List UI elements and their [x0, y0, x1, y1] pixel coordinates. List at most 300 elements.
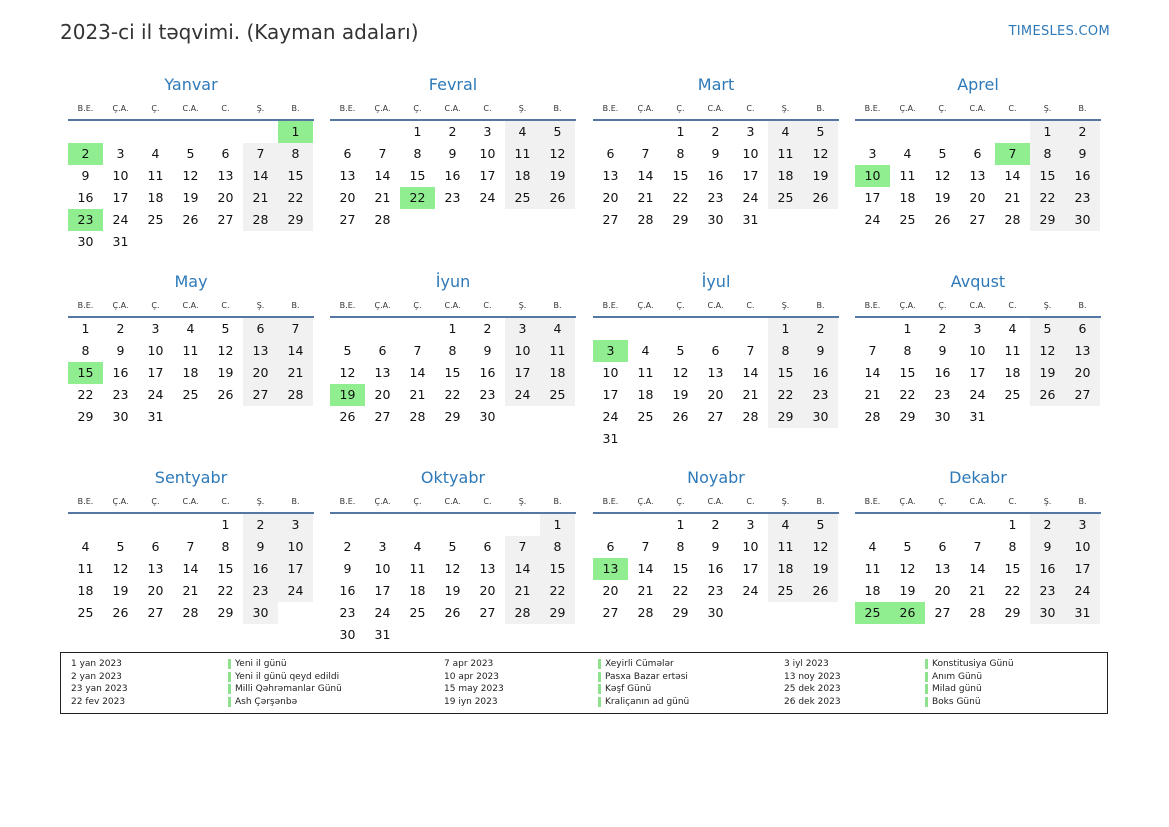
site-link[interactable]: TIMESLES.COM — [1008, 24, 1110, 39]
day-cell: 23 — [803, 384, 838, 406]
day-cell: 30 — [707, 605, 724, 620]
day-cell: 3 — [505, 318, 540, 340]
day-cell: 3 — [483, 124, 492, 139]
day-cell: 3 — [378, 539, 387, 554]
day-cell: 11 — [768, 143, 803, 165]
weekday-header: B. — [291, 497, 300, 506]
day-cell: 25 — [1004, 387, 1021, 402]
weekday-header: Ç. — [413, 497, 422, 506]
day-cell: 1 — [540, 514, 575, 536]
weekday-header: B.E. — [339, 497, 356, 506]
day-cell: 8 — [676, 539, 685, 554]
legend-date: 25 dek 2023 — [784, 684, 841, 695]
day-cell: 24 — [742, 190, 759, 205]
day-cell: 7 — [973, 539, 982, 554]
day-cell: 21 — [278, 362, 313, 384]
weekday-header: Ç. — [413, 104, 422, 113]
day-cell: 30 — [1065, 209, 1100, 231]
weekday-header: B. — [816, 104, 825, 113]
legend-date: 10 apr 2023 — [444, 671, 500, 682]
day-cell: 25 — [768, 187, 803, 209]
day-cell: 29 — [1004, 605, 1021, 620]
day-cell: 25 — [505, 187, 540, 209]
day-cell: 14 — [374, 168, 391, 183]
weekday-header: C. — [1008, 104, 1017, 113]
day-cell: 11 — [1004, 343, 1021, 358]
month-name: İyul — [701, 272, 731, 291]
day-cell: 31 — [374, 627, 391, 642]
day-cell: 19 — [217, 365, 234, 380]
day-cell: 15 — [278, 165, 313, 187]
day-cell: 1 — [903, 321, 912, 336]
weekday-header: C. — [221, 301, 230, 310]
weekday-header: B.E. — [602, 301, 619, 310]
day-cell: 30 — [707, 212, 724, 227]
day-cell: 18 — [899, 190, 916, 205]
day-cell: 15 — [672, 168, 689, 183]
legend-date: 2 yan 2023 — [71, 671, 122, 682]
day-cell: 27 — [602, 605, 619, 620]
day-cell: 15 — [1004, 561, 1021, 576]
weekday-header: C. — [746, 104, 755, 113]
day-cell: 12 — [217, 343, 234, 358]
weekday-header: C. — [221, 104, 230, 113]
weekday-header: C.A. — [707, 104, 724, 113]
day-cell: 31 — [1065, 602, 1100, 624]
month-name: Oktyabr — [420, 468, 486, 487]
day-cell: 29 — [444, 409, 461, 424]
month-name: Sentyabr — [154, 468, 228, 487]
day-cell: 18 — [768, 165, 803, 187]
holiday-day-cell: 25 — [855, 602, 890, 624]
day-cell: 19 — [444, 583, 461, 598]
weekday-header: B.E. — [77, 497, 94, 506]
day-cell: 6 — [378, 343, 387, 358]
day-cell: 1 — [448, 321, 457, 336]
day-cell: 9 — [116, 343, 125, 358]
day-cell: 15 — [217, 561, 234, 576]
day-cell: 22 — [278, 187, 313, 209]
day-cell: 3 — [973, 321, 982, 336]
day-cell: 7 — [278, 318, 313, 340]
day-cell: 6 — [711, 343, 720, 358]
day-cell: 27 — [243, 384, 278, 406]
day-cell: 4 — [505, 121, 540, 143]
weekday-header: B.E. — [864, 301, 881, 310]
weekday-header: C. — [483, 301, 492, 310]
month-name: Yanvar — [164, 75, 218, 94]
day-cell: 5 — [540, 121, 575, 143]
day-cell: 6 — [606, 146, 615, 161]
day-cell: 5 — [676, 343, 685, 358]
day-cell: 6 — [483, 539, 492, 554]
day-cell: 21 — [505, 580, 540, 602]
day-cell: 26 — [672, 409, 689, 424]
day-cell: 9 — [81, 168, 90, 183]
day-cell: 17 — [278, 558, 313, 580]
weekday-header: Ç. — [151, 497, 160, 506]
weekday-header: Ş. — [518, 301, 527, 310]
day-cell: 1 — [676, 517, 685, 532]
day-cell: 26 — [1030, 384, 1065, 406]
day-cell: 17 — [147, 365, 164, 380]
day-cell: 20 — [479, 583, 496, 598]
day-cell: 12 — [182, 168, 199, 183]
weekday-header: Ç.A. — [637, 301, 654, 310]
legend-color-marker — [228, 672, 231, 682]
day-cell: 24 — [602, 409, 619, 424]
day-cell: 10 — [969, 343, 986, 358]
day-cell: 2 — [711, 124, 720, 139]
day-cell: 8 — [540, 536, 575, 558]
legend-holiday-name: Xeyirli Cümələr — [605, 659, 674, 669]
holiday-day-cell: 15 — [68, 362, 103, 384]
day-cell: 20 — [374, 387, 391, 402]
day-cell: 24 — [278, 580, 313, 602]
day-cell: 17 — [969, 365, 986, 380]
weekday-header: B.E. — [864, 497, 881, 506]
legend-date: 13 noy 2023 — [784, 671, 841, 682]
day-cell: 8 — [448, 343, 457, 358]
day-cell: 6 — [343, 146, 352, 161]
weekday-header: B. — [291, 104, 300, 113]
legend-holiday-name: Ash Çərşənbə — [235, 696, 298, 707]
day-cell: 28 — [969, 605, 986, 620]
day-cell: 22 — [444, 387, 461, 402]
legend-holiday-name: Kraliçanın ad günü — [605, 696, 690, 707]
legend-holiday-name: Kəşf Günü — [605, 684, 652, 695]
day-cell: 14 — [969, 561, 986, 576]
day-cell: 25 — [768, 580, 803, 602]
weekday-header: Ç.A. — [899, 497, 916, 506]
weekday-header: Ş. — [256, 301, 265, 310]
day-cell: 4 — [903, 146, 912, 161]
weekday-header: C. — [1008, 497, 1017, 506]
legend-color-marker — [598, 659, 601, 669]
day-cell: 27 — [479, 605, 496, 620]
day-cell: 10 — [742, 146, 759, 161]
day-cell: 16 — [934, 365, 951, 380]
weekday-header: Ş. — [256, 104, 265, 113]
day-cell: 20 — [934, 583, 951, 598]
day-cell: 29 — [768, 406, 803, 428]
day-cell: 21 — [742, 387, 759, 402]
day-cell: 17 — [1065, 558, 1100, 580]
day-cell: 4 — [186, 321, 195, 336]
day-cell: 27 — [217, 212, 234, 227]
day-cell: 14 — [864, 365, 881, 380]
day-cell: 18 — [409, 583, 426, 598]
day-cell: 20 — [217, 190, 234, 205]
day-cell: 10 — [742, 539, 759, 554]
day-cell: 15 — [409, 168, 426, 183]
weekday-header: C.A. — [444, 104, 461, 113]
day-cell: 6 — [1065, 318, 1100, 340]
holiday-day-cell: 19 — [330, 384, 365, 406]
day-cell: 18 — [864, 583, 881, 598]
weekday-header: Ş. — [256, 497, 265, 506]
day-cell: 29 — [672, 605, 689, 620]
day-cell: 23 — [479, 387, 496, 402]
day-cell: 3 — [1065, 514, 1100, 536]
weekday-header: C.A. — [182, 497, 199, 506]
day-cell: 13 — [934, 561, 951, 576]
weekday-header: Ç. — [676, 301, 685, 310]
day-cell: 8 — [81, 343, 90, 358]
day-cell: 13 — [339, 168, 356, 183]
day-cell: 8 — [768, 340, 803, 362]
weekday-header: Ç. — [938, 497, 947, 506]
day-cell: 8 — [1008, 539, 1017, 554]
day-cell: 5 — [938, 146, 947, 161]
day-cell: 19 — [803, 558, 838, 580]
day-cell: 14 — [637, 561, 654, 576]
day-cell: 25 — [77, 605, 94, 620]
day-cell: 3 — [278, 514, 313, 536]
day-cell: 2 — [243, 514, 278, 536]
day-cell: 21 — [637, 190, 654, 205]
day-cell: 6 — [973, 146, 982, 161]
day-cell: 24 — [969, 387, 986, 402]
day-cell: 28 — [182, 605, 199, 620]
day-cell: 26 — [540, 187, 575, 209]
day-cell: 7 — [868, 343, 877, 358]
day-cell: 28 — [637, 212, 654, 227]
weekday-header: Ç.A. — [112, 497, 129, 506]
day-cell: 5 — [186, 146, 195, 161]
holiday-day-cell: 23 — [68, 209, 103, 231]
day-cell: 11 — [768, 536, 803, 558]
legend-date: 3 iyl 2023 — [784, 659, 829, 669]
day-cell: 30 — [243, 602, 278, 624]
day-cell: 30 — [934, 409, 951, 424]
day-cell: 29 — [540, 602, 575, 624]
day-cell: 18 — [1004, 365, 1021, 380]
day-cell: 25 — [147, 212, 164, 227]
day-cell: 23 — [444, 190, 461, 205]
weekday-header: B. — [553, 301, 562, 310]
day-cell: 1 — [676, 124, 685, 139]
holiday-day-cell: 3 — [593, 340, 628, 362]
holiday-day-cell: 22 — [400, 187, 435, 209]
day-cell: 11 — [77, 561, 94, 576]
day-cell: 19 — [934, 190, 951, 205]
weekday-header: B.E. — [864, 104, 881, 113]
day-cell: 13 — [1065, 340, 1100, 362]
day-cell: 25 — [409, 605, 426, 620]
legend-color-marker — [598, 672, 601, 682]
day-cell: 26 — [803, 187, 838, 209]
day-cell: 2 — [343, 539, 352, 554]
day-cell: 22 — [899, 387, 916, 402]
day-cell: 21 — [637, 583, 654, 598]
day-cell: 4 — [768, 121, 803, 143]
day-cell: 28 — [742, 409, 759, 424]
day-cell: 22 — [672, 190, 689, 205]
legend-date: 22 fev 2023 — [71, 696, 126, 707]
weekday-header: Ç.A. — [374, 497, 391, 506]
day-cell: 13 — [479, 561, 496, 576]
month-name: Noyabr — [687, 468, 745, 487]
holiday-day-cell: 1 — [278, 121, 313, 143]
day-cell: 24 — [147, 387, 164, 402]
day-cell: 26 — [444, 605, 461, 620]
day-cell: 18 — [540, 362, 575, 384]
day-cell: 24 — [112, 212, 129, 227]
day-cell: 27 — [339, 212, 356, 227]
day-cell: 8 — [221, 539, 230, 554]
day-cell: 5 — [803, 514, 838, 536]
day-cell: 24 — [374, 605, 391, 620]
day-cell: 8 — [1030, 143, 1065, 165]
day-cell: 15 — [672, 561, 689, 576]
day-cell: 13 — [969, 168, 986, 183]
day-cell: 9 — [938, 343, 947, 358]
day-cell: 16 — [112, 365, 129, 380]
day-cell: 5 — [343, 343, 352, 358]
day-cell: 24 — [742, 583, 759, 598]
weekday-header: Ş. — [1043, 301, 1052, 310]
day-cell: 17 — [374, 583, 391, 598]
legend-holiday-name: Yeni il günü — [235, 659, 287, 669]
weekday-header: Ş. — [781, 497, 790, 506]
day-cell: 17 — [742, 168, 759, 183]
weekday-header: B. — [291, 301, 300, 310]
day-cell: 14 — [742, 365, 759, 380]
day-cell: 20 — [602, 583, 619, 598]
day-cell: 12 — [339, 365, 356, 380]
day-cell: 14 — [182, 561, 199, 576]
holiday-day-cell: 13 — [593, 558, 628, 580]
weekday-header: C.A. — [707, 497, 724, 506]
day-cell: 28 — [409, 409, 426, 424]
weekday-header: B.E. — [602, 497, 619, 506]
day-cell: 3 — [151, 321, 160, 336]
day-cell: 28 — [864, 409, 881, 424]
day-cell: 3 — [116, 146, 125, 161]
day-cell: 27 — [1065, 384, 1100, 406]
day-cell: 10 — [602, 365, 619, 380]
day-cell: 12 — [803, 536, 838, 558]
day-cell: 6 — [938, 539, 947, 554]
day-cell: 7 — [641, 539, 650, 554]
weekday-header: Ç. — [938, 301, 947, 310]
day-cell: 2 — [803, 318, 838, 340]
day-cell: 11 — [182, 343, 199, 358]
day-cell: 1 — [221, 517, 230, 532]
day-cell: 14 — [278, 340, 313, 362]
day-cell: 11 — [147, 168, 164, 183]
day-cell: 23 — [934, 387, 951, 402]
day-cell: 26 — [934, 212, 951, 227]
weekday-header: Ç. — [676, 497, 685, 506]
day-cell: 2 — [116, 321, 125, 336]
weekday-header: Ç.A. — [374, 104, 391, 113]
legend-color-marker — [925, 672, 928, 682]
weekday-header: C. — [483, 104, 492, 113]
day-cell: 24 — [505, 384, 540, 406]
weekday-header: Ç. — [151, 104, 160, 113]
day-cell: 12 — [540, 143, 575, 165]
day-cell: 11 — [409, 561, 426, 576]
legend-holiday-name: Pasxa Bazar ertəsi — [605, 671, 688, 682]
day-cell: 20 — [969, 190, 986, 205]
day-cell: 1 — [768, 318, 803, 340]
day-cell: 15 — [540, 558, 575, 580]
day-cell: 11 — [637, 365, 654, 380]
day-cell: 30 — [77, 234, 94, 249]
day-cell: 1 — [1030, 121, 1065, 143]
day-cell: 27 — [934, 605, 951, 620]
day-cell: 20 — [339, 190, 356, 205]
weekday-header: C.A. — [444, 497, 461, 506]
day-cell: 28 — [505, 602, 540, 624]
day-cell: 27 — [147, 605, 164, 620]
legend-color-marker — [228, 659, 231, 669]
day-cell: 20 — [147, 583, 164, 598]
day-cell: 30 — [112, 409, 129, 424]
day-cell: 22 — [77, 387, 94, 402]
weekday-header: B. — [1078, 301, 1087, 310]
holiday-legend — [60, 652, 1108, 714]
day-cell: 10 — [147, 343, 164, 358]
weekday-header: C.A. — [969, 104, 986, 113]
weekday-header: Ç.A. — [637, 104, 654, 113]
day-cell: 19 — [540, 165, 575, 187]
day-cell: 12 — [1030, 340, 1065, 362]
day-cell: 4 — [641, 343, 650, 358]
day-cell: 1 — [81, 321, 90, 336]
day-cell: 4 — [768, 514, 803, 536]
legend-color-marker — [598, 684, 601, 694]
day-cell: 14 — [243, 165, 278, 187]
day-cell: 15 — [1030, 165, 1065, 187]
day-cell: 8 — [903, 343, 912, 358]
day-cell: 29 — [278, 209, 313, 231]
month-name: Mart — [697, 75, 735, 94]
day-cell: 25 — [637, 409, 654, 424]
day-cell: 9 — [803, 340, 838, 362]
weekday-header: B. — [1078, 104, 1087, 113]
month-name: Aprel — [957, 75, 999, 94]
day-cell: 4 — [413, 539, 422, 554]
day-cell: 28 — [1004, 212, 1021, 227]
weekday-header: Ç.A. — [899, 301, 916, 310]
day-cell: 8 — [278, 143, 313, 165]
legend-holiday-name: Milad günü — [932, 684, 982, 695]
weekday-header: B. — [816, 497, 825, 506]
day-cell: 29 — [1030, 209, 1065, 231]
day-cell: 9 — [483, 343, 492, 358]
day-cell: 31 — [969, 409, 986, 424]
day-cell: 22 — [540, 580, 575, 602]
day-cell: 25 — [899, 212, 916, 227]
day-cell: 18 — [505, 165, 540, 187]
legend-date: 15 may 2023 — [444, 684, 504, 695]
weekday-header: Ç.A. — [637, 497, 654, 506]
day-cell: 4 — [81, 539, 90, 554]
day-cell: 11 — [505, 143, 540, 165]
weekday-header: Ç.A. — [112, 301, 129, 310]
day-cell: 2 — [1065, 121, 1100, 143]
holiday-day-cell: 2 — [68, 143, 103, 165]
legend-color-marker — [228, 697, 231, 707]
day-cell: 1 — [1008, 517, 1017, 532]
day-cell: 11 — [540, 340, 575, 362]
day-cell: 23 — [707, 190, 724, 205]
weekday-header: C. — [221, 497, 230, 506]
day-cell: 12 — [672, 365, 689, 380]
